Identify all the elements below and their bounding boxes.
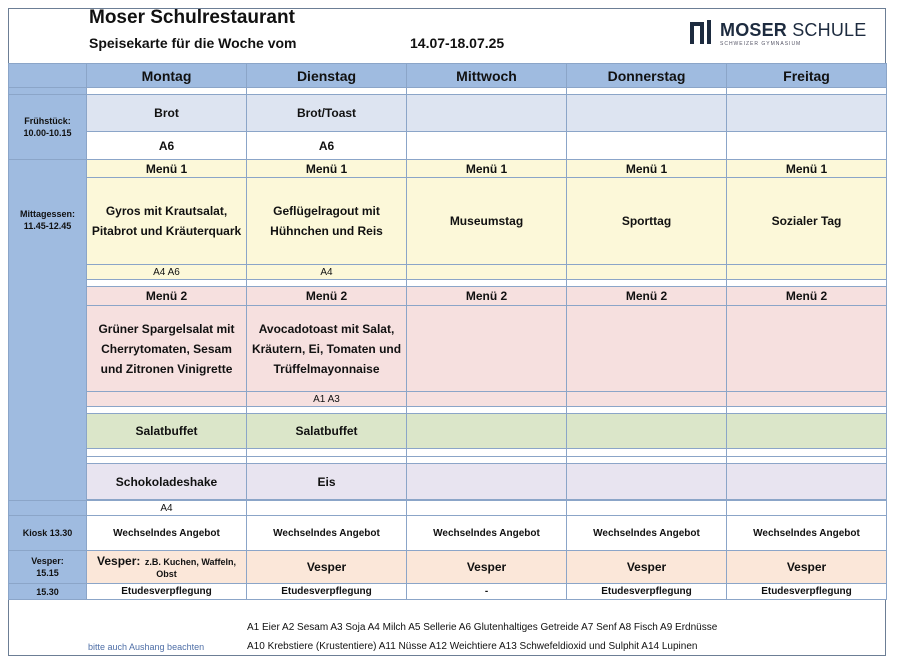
menu1-item: Sozialer Tag	[727, 178, 887, 265]
menu2-item-row	[9, 306, 887, 392]
dessert-item	[567, 464, 727, 500]
day-header: Mittwoch	[407, 64, 567, 88]
menu1-title: Menü 1	[247, 160, 407, 178]
menu2-title: Menü 2	[407, 287, 567, 306]
allergen-code	[87, 392, 247, 407]
vesper-item: Vesper	[407, 551, 567, 584]
spacer-row	[9, 407, 887, 414]
allergen-code: A4	[247, 265, 407, 280]
allergen-code	[567, 265, 727, 280]
vesper-row	[9, 551, 887, 584]
menu2-item: Avocadotoast mit Salat, Kräutern, Ei, Tomaten und Trüffelmayonnaise	[247, 306, 407, 392]
breakfast-item: Brot	[87, 95, 247, 132]
kiosk-label: Kiosk 13.30	[9, 516, 87, 551]
day-header-row	[9, 64, 887, 88]
dessert-allergen-row	[9, 501, 887, 516]
kiosk-item: Wechselndes Angebot	[567, 516, 727, 551]
allergen-code	[727, 392, 887, 407]
spacer-row	[9, 280, 887, 287]
dessert-item: Schokoladeshake	[87, 464, 247, 500]
etudes-item: -	[407, 584, 567, 600]
allergen-code	[407, 132, 567, 160]
menu2-title: Menü 2	[247, 287, 407, 306]
menu2-item	[407, 306, 567, 392]
breakfast-item	[727, 95, 887, 132]
salad-item: Salatbuffet	[87, 414, 247, 449]
allergen-code	[247, 501, 407, 516]
etudes-item: Etudesverpflegung	[87, 584, 247, 600]
allergen-code	[407, 265, 567, 280]
menu1-item: Museumstag	[407, 178, 567, 265]
day-header: Montag	[87, 64, 247, 88]
breakfast-item: Brot/Toast	[247, 95, 407, 132]
allergen-code: A6	[87, 132, 247, 160]
menu2-title-row	[9, 287, 887, 306]
hint-text: bitte auch Aushang beachten	[88, 642, 205, 652]
allergen-code	[567, 392, 727, 407]
menu2-allergen-row	[9, 392, 887, 407]
logo-subtitle: SCHWEIZER GYMNASIUM	[720, 41, 802, 47]
menu2-title: Menü 2	[567, 287, 727, 306]
allergen-code: A6	[247, 132, 407, 160]
salad-item	[727, 414, 887, 449]
dessert-item: Eis	[247, 464, 407, 500]
etudes-item: Etudesverpflegung	[567, 584, 727, 600]
etudes-item: Etudesverpflegung	[247, 584, 407, 600]
menu2-title: Menü 2	[727, 287, 887, 306]
allergen-legend-line1: A1 Eier A2 Sesam A3 Soja A4 Milch A5 Sellerie A6 Glutenhaltiges Getreide A7 Senf A8 Fisch A9 Erdnüsse	[247, 622, 718, 633]
menu1-item: Gyros mit Krautsalat, Pitabrot und Kräuterquark	[87, 178, 247, 265]
allergen-code	[567, 132, 727, 160]
vesper-item: Vesper	[567, 551, 727, 584]
allergen-legend-line2: A10 Krebstiere (Krustentiere) A11 Nüsse A12 Weichtiere A13 Schwefeldioxid und Sulphit A14 Lupinen	[247, 641, 698, 652]
logo-mark-icon	[690, 20, 712, 46]
salad-item	[407, 414, 567, 449]
dessert-item	[727, 464, 887, 500]
salad-item	[567, 414, 727, 449]
spacer-row	[9, 449, 887, 457]
spacer-row	[9, 457, 887, 464]
logo-name-light: SCHULE	[787, 20, 867, 40]
menu1-item: Sporttag	[567, 178, 727, 265]
etudes-item: Etudesverpflegung	[727, 584, 887, 600]
kiosk-item: Wechselndes Angebot	[727, 516, 887, 551]
menu1-item: Geflügelragout mit Hühnchen und Reis	[247, 178, 407, 265]
vesper-item: Vesper	[727, 551, 887, 584]
allergen-code	[567, 501, 727, 516]
kiosk-item: Wechselndes Angebot	[87, 516, 247, 551]
etudes-row	[9, 584, 887, 600]
breakfast-row	[9, 95, 887, 132]
menu1-item-row	[9, 178, 887, 265]
allergen-code: A1 A3	[247, 392, 407, 407]
kiosk-item: Wechselndes Angebot	[247, 516, 407, 551]
menu1-title-row	[9, 160, 887, 178]
kiosk-row	[9, 516, 887, 551]
school-logo	[690, 20, 866, 48]
lunch-label: Mittagessen: 11.45-12.45	[9, 160, 87, 501]
allergen-code	[727, 501, 887, 516]
day-header: Dienstag	[247, 64, 407, 88]
menu-table	[8, 63, 887, 600]
kiosk-item: Wechselndes Angebot	[407, 516, 567, 551]
corner-cell	[9, 64, 87, 88]
menu1-title: Menü 1	[407, 160, 567, 178]
allergen-code	[407, 392, 567, 407]
day-header: Freitag	[727, 64, 887, 88]
allergen-code: A4	[87, 501, 247, 516]
menu2-item	[567, 306, 727, 392]
breakfast-label: Frühstück: 10.00-10.15	[9, 95, 87, 160]
allergen-code	[727, 265, 887, 280]
dessert-row	[9, 464, 887, 500]
allergen-code	[407, 501, 567, 516]
spacer-row	[9, 88, 887, 95]
allergen-code: A4 A6	[87, 265, 247, 280]
menu2-item: Grüner Spargelsalat mit Cherrytomaten, Sesam und Zitronen Vinigrette	[87, 306, 247, 392]
salad-item: Salatbuffet	[247, 414, 407, 449]
dessert-item	[407, 464, 567, 500]
breakfast-allergen-row	[9, 132, 887, 160]
date-range: 14.07-18.07.25	[410, 35, 505, 51]
vesper-item: Vesper	[247, 551, 407, 584]
menu1-title: Menü 1	[87, 160, 247, 178]
day-header: Donnerstag	[567, 64, 727, 88]
breakfast-item	[567, 95, 727, 132]
menu2-item	[727, 306, 887, 392]
page-subtitle: Speisekarte für die Woche vom	[89, 35, 297, 51]
salad-row	[9, 414, 887, 449]
logo-name-bold: MOSER	[720, 20, 788, 40]
breakfast-item	[407, 95, 567, 132]
menu1-title: Menü 1	[567, 160, 727, 178]
vesper-label: Vesper: 15.15	[9, 551, 87, 584]
etudes-label: 15.30	[9, 584, 87, 600]
vesper-item: Vesper: z.B. Kuchen, Waffeln, Obst	[87, 551, 247, 584]
menu1-title: Menü 1	[727, 160, 887, 178]
page-title: Moser Schulrestaurant	[89, 7, 295, 28]
menu2-title: Menü 2	[87, 287, 247, 306]
allergen-code	[727, 132, 887, 160]
menu1-allergen-row	[9, 265, 887, 280]
